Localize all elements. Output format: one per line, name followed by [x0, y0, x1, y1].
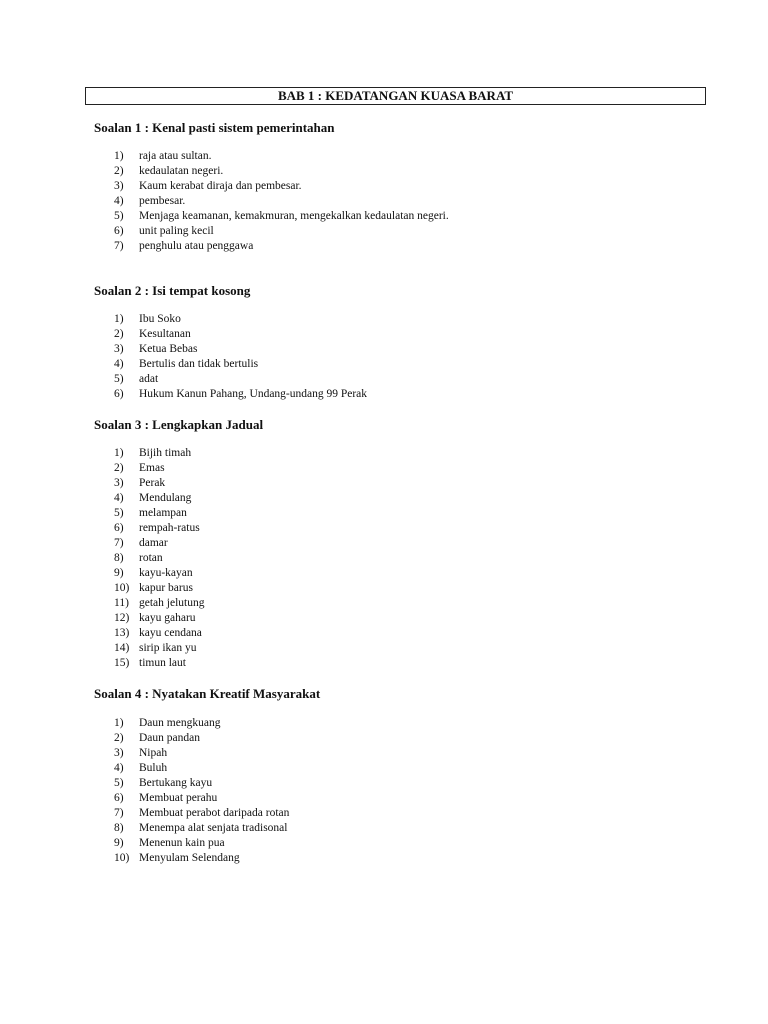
list-item — [94, 641, 714, 656]
item-text: Mendulang — [139, 492, 192, 504]
list-item — [94, 461, 714, 476]
list-item — [94, 476, 714, 491]
item-number: 1) — [114, 150, 124, 162]
item-text: unit paling kecil — [139, 225, 214, 237]
item-text: Nipah — [139, 747, 168, 759]
item-text: rempah-ratus — [139, 522, 200, 534]
item-number: 15) — [114, 657, 130, 669]
item-number: 2) — [114, 732, 124, 744]
item-number: 2) — [114, 328, 124, 340]
item-number: 6) — [114, 225, 124, 237]
list-item — [94, 372, 714, 387]
item-number: 9) — [114, 567, 124, 579]
item-text: Daun pandan — [139, 732, 200, 744]
item-text: Bijih timah — [139, 447, 192, 459]
item-number: 4) — [114, 492, 124, 504]
answer-list — [94, 149, 714, 254]
item-text: Daun mengkuang — [139, 717, 221, 729]
item-text: Kesultanan — [139, 328, 191, 340]
item-number: 3) — [114, 180, 124, 192]
list-item — [94, 179, 714, 194]
item-text: Menjaga keamanan, kemakmuran, mengekalkan kedaulatan negeri. — [139, 210, 449, 222]
list-item — [94, 491, 714, 506]
item-number: 14) — [114, 642, 130, 654]
answer-list — [94, 312, 714, 402]
list-item — [94, 224, 714, 239]
item-number: 11) — [114, 597, 129, 609]
list-item — [94, 239, 714, 254]
section-heading: Soalan 4 : Nyatakan Kreatif Masyarakat — [94, 686, 321, 701]
item-text: Emas — [139, 462, 165, 474]
list-item — [94, 521, 714, 536]
list-item — [94, 342, 714, 357]
item-number: 6) — [114, 522, 124, 534]
list-item — [94, 746, 714, 761]
list-item — [94, 327, 714, 342]
item-number: 12) — [114, 612, 130, 624]
item-text: kedaulatan negeri. — [139, 165, 224, 177]
item-text: Ibu Soko — [139, 313, 181, 325]
item-text: kayu gaharu — [139, 612, 196, 624]
list-item — [94, 731, 714, 746]
item-text: kayu cendana — [139, 627, 202, 639]
item-number: 1) — [114, 313, 124, 325]
list-item — [94, 626, 714, 641]
item-number: 7) — [114, 537, 124, 549]
answer-list — [94, 716, 714, 866]
item-number: 10) — [114, 582, 130, 594]
item-number: 13) — [114, 627, 130, 639]
list-item — [94, 536, 714, 551]
item-text: Membuat perahu — [139, 792, 218, 804]
item-text: Bertukang kayu — [139, 777, 213, 789]
item-number: 9) — [114, 837, 124, 849]
item-number: 1) — [114, 717, 124, 729]
item-text: timun laut — [139, 657, 186, 669]
list-item — [94, 776, 714, 791]
list-item — [94, 761, 714, 776]
item-text: adat — [139, 373, 159, 385]
item-number: 5) — [114, 210, 124, 222]
item-text: Hukum Kanun Pahang, Undang-undang 99 Perak — [139, 388, 368, 400]
item-text: Perak — [139, 477, 166, 489]
item-text: Menyulam Selendang — [139, 852, 240, 864]
list-item — [94, 821, 714, 836]
item-number: 3) — [114, 747, 124, 759]
item-text: pembesar. — [139, 195, 186, 207]
item-text: rotan — [139, 552, 163, 564]
item-text: Bertulis dan tidak bertulis — [139, 358, 259, 370]
item-number: 4) — [114, 195, 124, 207]
section-soalan-3 — [94, 417, 714, 671]
list-item — [94, 506, 714, 521]
item-text: Menenun kain pua — [139, 837, 225, 849]
item-number: 2) — [114, 462, 124, 474]
item-text: Buluh — [139, 762, 168, 774]
list-item — [94, 446, 714, 461]
item-text: sirip ikan yu — [139, 642, 197, 654]
item-text: Ketua Bebas — [139, 343, 198, 355]
item-number: 5) — [114, 373, 124, 385]
section-heading: Soalan 2 : Isi tempat kosong — [94, 283, 251, 298]
answer-list — [94, 446, 714, 671]
item-number: 3) — [114, 477, 124, 489]
item-number: 4) — [114, 358, 124, 370]
list-item — [94, 164, 714, 179]
item-text: Kaum kerabat diraja dan pembesar. — [139, 180, 302, 192]
list-item — [94, 566, 714, 581]
item-number: 6) — [114, 792, 124, 804]
list-item — [94, 791, 714, 806]
item-number: 8) — [114, 822, 124, 834]
item-number: 10) — [114, 852, 130, 864]
section-soalan-2 — [94, 283, 714, 402]
list-item — [94, 656, 714, 671]
list-item — [94, 596, 714, 611]
item-text: kapur barus — [139, 582, 193, 594]
item-text: Membuat perabot daripada rotan — [139, 807, 290, 819]
item-text: penghulu atau penggawa — [139, 240, 254, 252]
document-title: BAB 1 : KEDATANGAN KUASA BARAT — [85, 87, 706, 105]
list-item — [94, 806, 714, 821]
section-heading: Soalan 3 : Lengkapkan Jadual — [94, 417, 264, 432]
list-item — [94, 194, 714, 209]
item-text: Menempa alat senjata tradisonal — [139, 822, 288, 834]
item-text: damar — [139, 537, 168, 549]
item-text: raja atau sultan. — [139, 150, 212, 162]
list-item — [94, 851, 714, 866]
item-number: 3) — [114, 343, 124, 355]
section-soalan-1 — [94, 120, 714, 254]
item-number: 4) — [114, 762, 124, 774]
list-item — [94, 611, 714, 626]
list-item — [94, 551, 714, 566]
item-text: melampan — [139, 507, 187, 519]
item-number: 7) — [114, 807, 124, 819]
list-item — [94, 149, 714, 164]
item-text: getah jelutung — [139, 597, 205, 609]
section-heading: Soalan 1 : Kenal pasti sistem pemerintahan — [94, 120, 335, 135]
item-number: 7) — [114, 240, 124, 252]
section-soalan-4 — [94, 686, 714, 866]
item-number: 5) — [114, 777, 124, 789]
list-item — [94, 357, 714, 372]
item-number: 1) — [114, 447, 124, 459]
item-number: 8) — [114, 552, 124, 564]
list-item — [94, 716, 714, 731]
item-number: 6) — [114, 388, 124, 400]
list-item — [94, 387, 714, 402]
list-item — [94, 209, 714, 224]
item-text: kayu-kayan — [139, 567, 193, 579]
list-item — [94, 581, 714, 596]
item-number: 2) — [114, 165, 124, 177]
list-item — [94, 836, 714, 851]
list-item — [94, 312, 714, 327]
item-number: 5) — [114, 507, 124, 519]
